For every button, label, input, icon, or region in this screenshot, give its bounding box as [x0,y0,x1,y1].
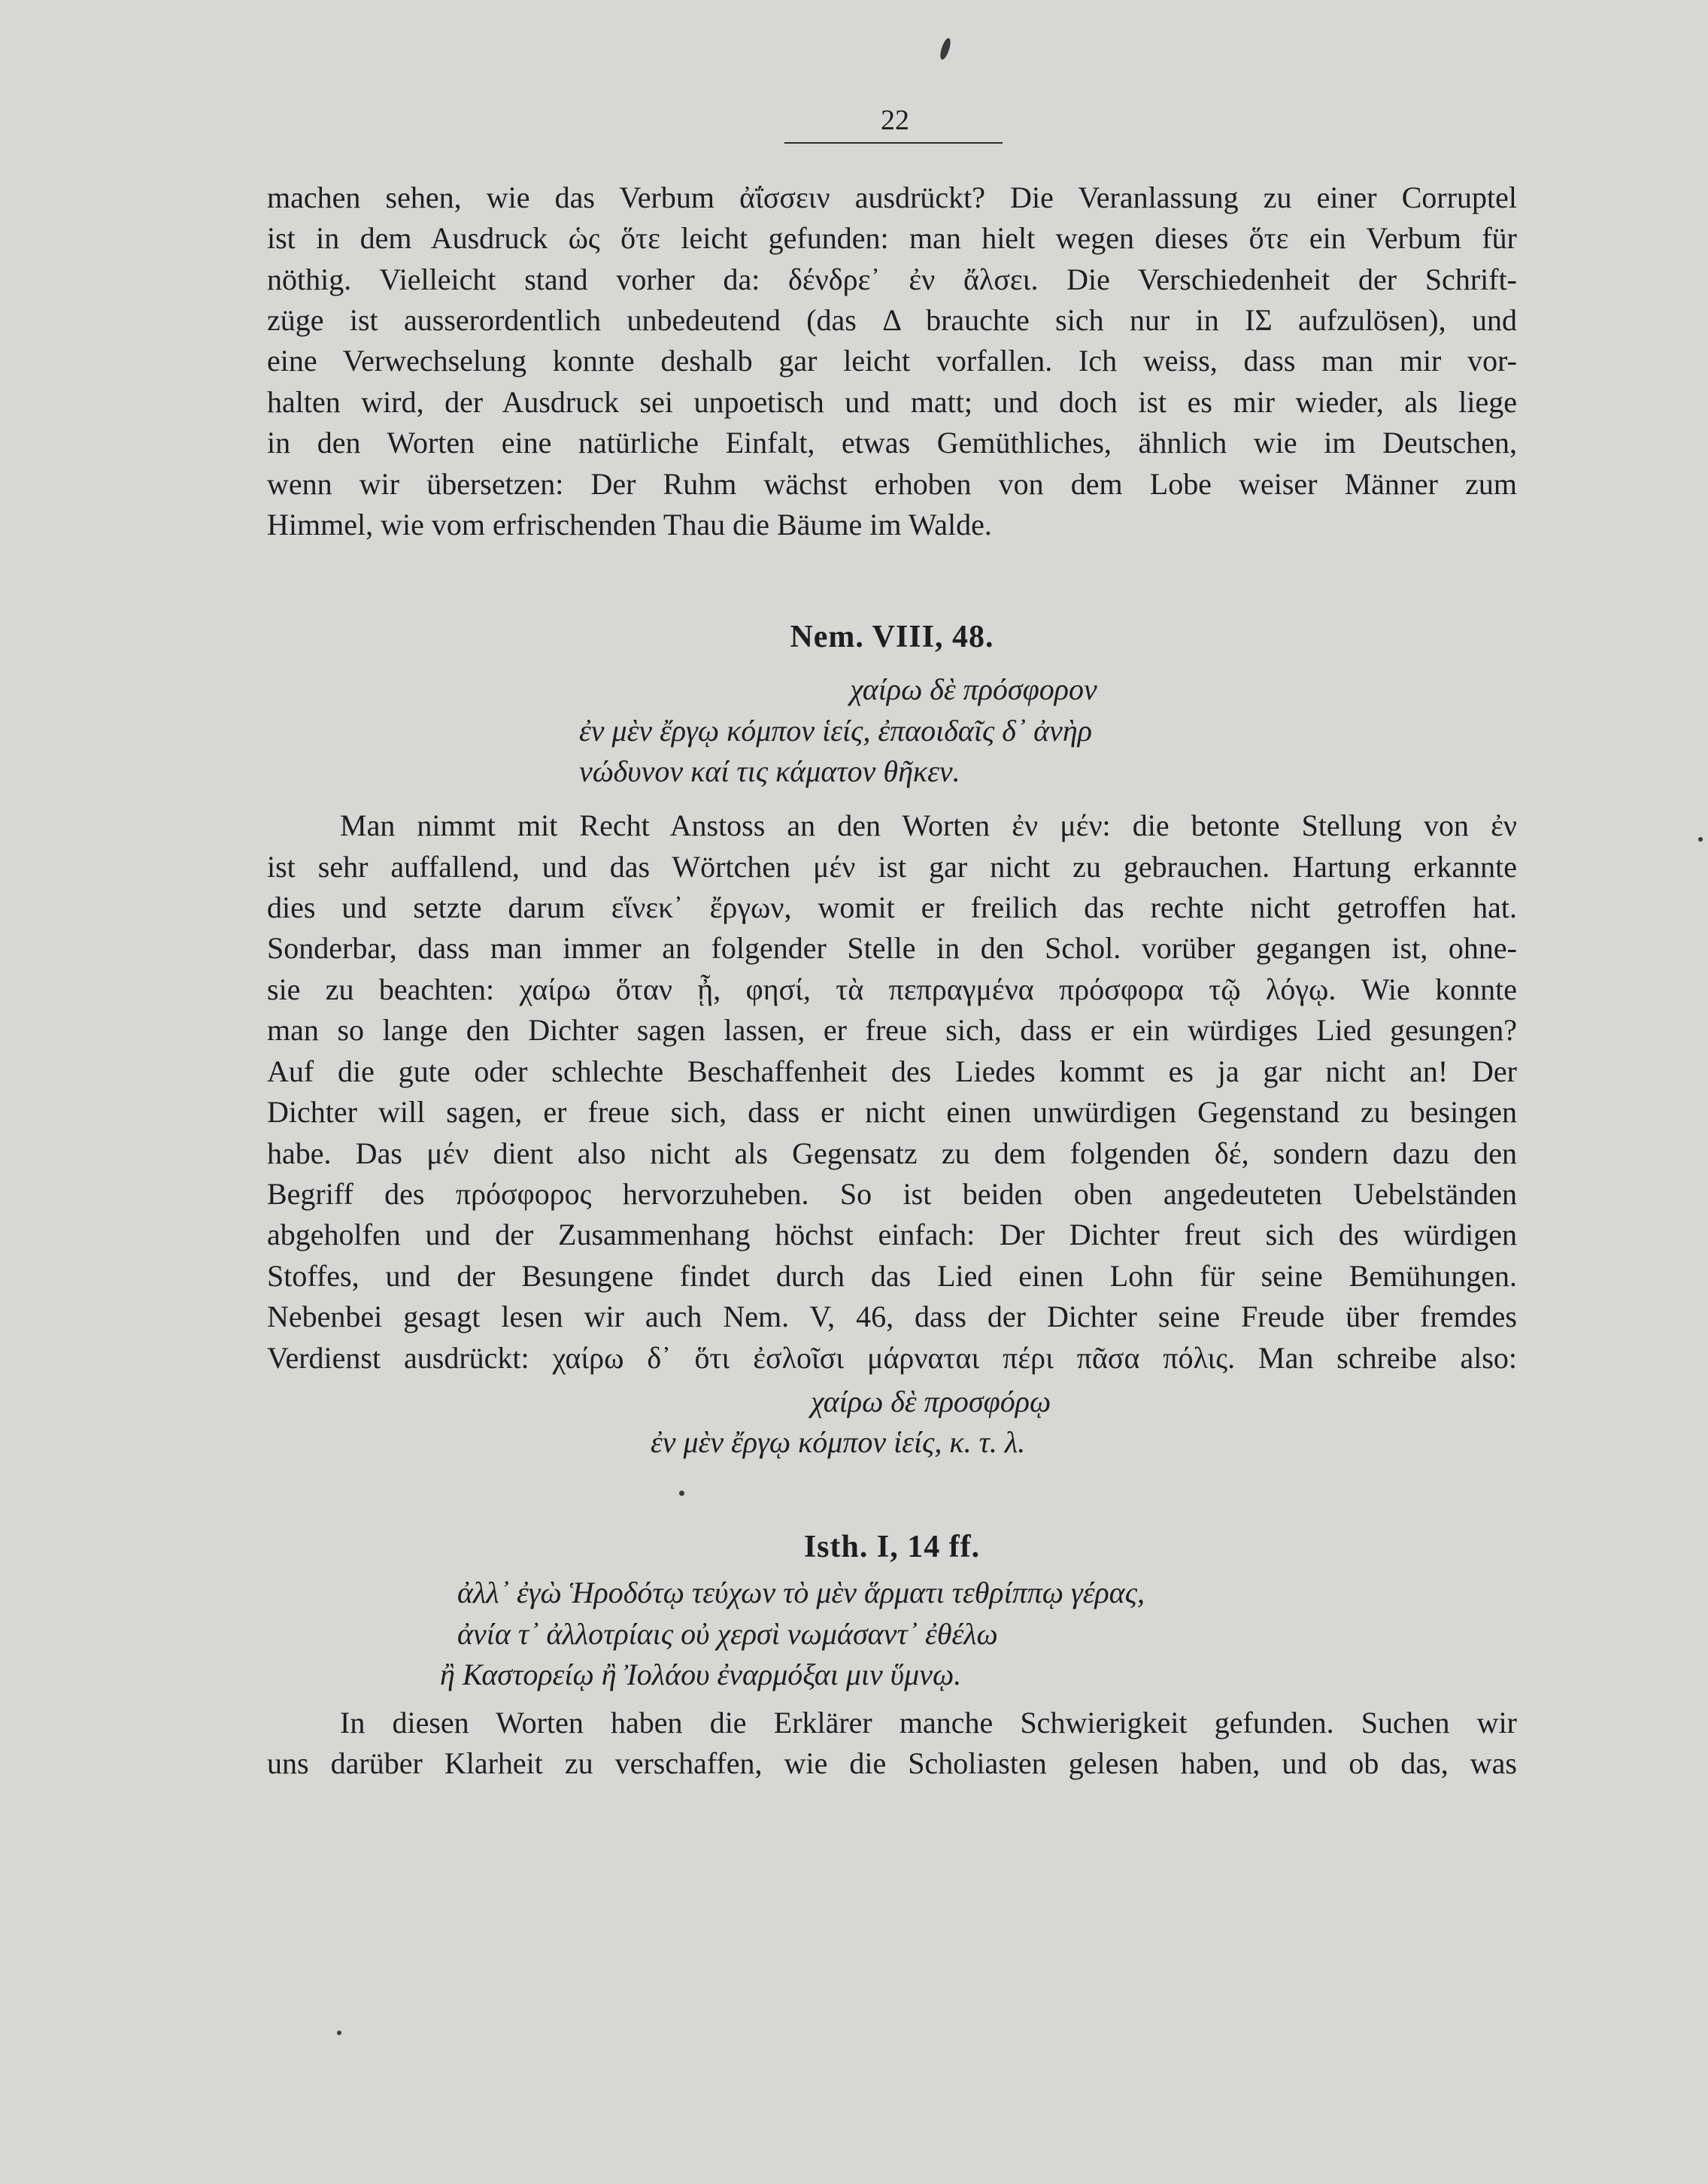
text-line: wenn wir übersetzen: Der Ruhm wächst erhoben von dem Lobe weiser Männer zum [267,467,1517,501]
text-line: Nebenbei gesagt lesen wir auch Nem. V, 46, dass der Dichter seine Freude über fremdes [267,1300,1517,1333]
verse-line: ἢ Καστορείῳ ἢ Ἰολάου ἐναρμόξαι μιν ὕμνῳ. [440,1658,962,1691]
text-line: Stoffes, und der Besungene findet durch das Lied einen Lohn für seine Bemühungen. [267,1259,1517,1293]
text-line: abgeholfen und der Zusammenhang höchst einfach: Der Dichter freut sich des würdigen [267,1218,1517,1251]
verse-line: νώδυνον καί τις κάματον θῆκεν. [579,754,960,788]
ink-dot [679,1491,684,1496]
text-line: ist sehr auffallend, und das Wörtchen μέν ist gar nicht zu gebrauchen. Hartung erkannte [267,850,1517,884]
text-line: Man nimmt mit Recht Anstoss an den Worten ἐν μέν: die betonte Stellung von ἐν [340,808,1517,842]
section-heading: Isth. I, 14 ff. [803,1530,981,1564]
text-line: Begriff des πρόσφορος hervorzuheben. So ist beiden oben angedeuteten Uebelständen [267,1177,1517,1211]
text-line: dies und setzte darum εἵνεκ᾽ ἔργων, womit er freilich das rechte nicht getroffen hat. [267,890,1517,924]
header-rule [784,142,1003,144]
text-line: Himmel, wie vom erfrischenden Thau die Bäume im Walde. [267,508,992,541]
text-line: In diesen Worten haben die Erklärer manche Schwierigkeit gefunden. Suchen wir [340,1706,1517,1740]
text-line: Auf die gute oder schlechte Beschaffenheit des Liedes kommt es ja gar nicht an! Der [267,1054,1517,1088]
text-line: nöthig. Vielleicht stand vorher da: δένδρε᾽ ἐν ἄλσει. Die Verschiedenheit der Schrift- [267,262,1517,296]
text-line: man so lange den Dichter sagen lassen, er freue sich, dass er ein würdiges Lied gesungen? [267,1013,1517,1047]
verse-line: ἀνία τ᾽ ἀλλοτρίαις οὐ χερσὶ νωμάσαντ᾽ ἐθέλω [457,1617,998,1651]
text-line: Sonderbar, dass man immer an folgender Stelle in den Schol. vorüber gegangen ist, ohne- [267,931,1517,965]
text-line: in den Worten eine natürliche Einfalt, etwas Gemüthliches, ähnlich wie im Deutschen, [267,426,1517,460]
text-line: sie zu beachten: χαίρω ὅταν ᾖ, φησί, τὰ πεπραγμένα πρόσφορα τῷ λόγῳ. Wie konnte [267,972,1517,1006]
verse-line: ἐν μὲν ἔργῳ κόμπον ἱείς, ἐπαοιδαῖς δ᾽ ἀνὴρ [579,714,1092,748]
ink-dot [1698,837,1703,842]
text-line: habe. Das μέν dient also nicht als Gegensatz zu dem folgenden δέ, sondern dazu den [267,1136,1517,1170]
section-heading: Nem. VIII, 48. [790,620,994,654]
text-line: machen sehen, wie das Verbum ἀΐσσειν ausdrückt? Die Veranlassung zu einer Corruptel [267,180,1517,214]
page-number: 22 [881,105,909,136]
text-line: Dichter will sagen, er freue sich, dass er nicht einen unwürdigen Gegenstand zu besingen [267,1095,1517,1129]
text-line: uns darüber Klarheit zu verschaffen, wie die Scholiasten gelesen haben, und ob das, was [267,1746,1517,1780]
text-line: eine Verwechselung konnte deshalb gar leicht vorfallen. Ich weiss, dass man mir vor- [267,344,1517,378]
verse-line: χαίρω δὲ προσφόρῳ [811,1385,1051,1418]
text-line: züge ist ausserordentlich unbedeutend (das Δ brauchte sich nur in ΙΣ aufzulösen), und [267,303,1517,337]
text-line: halten wird, der Ausdruck sei unpoetisch und matt; und doch ist es mir wieder, als liege [267,385,1517,419]
verse-line: χαίρω δὲ πρόσφορον [850,672,1097,706]
verse-line: ἐν μὲν ἔργῳ κόμπον ἱείς, κ. τ. λ. [651,1425,1026,1459]
text-line: Verdienst ausdrückt: χαίρω δ᾽ ὅτι ἐσλοῖσι μάρναται πέρι πᾶσα πόλις. Man schreibe also: [267,1341,1517,1375]
ink-dot [337,2031,341,2035]
verse-line: ἀλλ᾽ ἐγὼ Ἡροδότῳ τεύχων τὸ μὲν ἅρματι τεθρίππῳ γέρας, [457,1576,1145,1609]
ink-mark [939,37,953,61]
text-line: ist in dem Ausdruck ὡς ὅτε leicht gefunden: man hielt wegen dieses ὅτε ein Verbum für [267,221,1517,255]
